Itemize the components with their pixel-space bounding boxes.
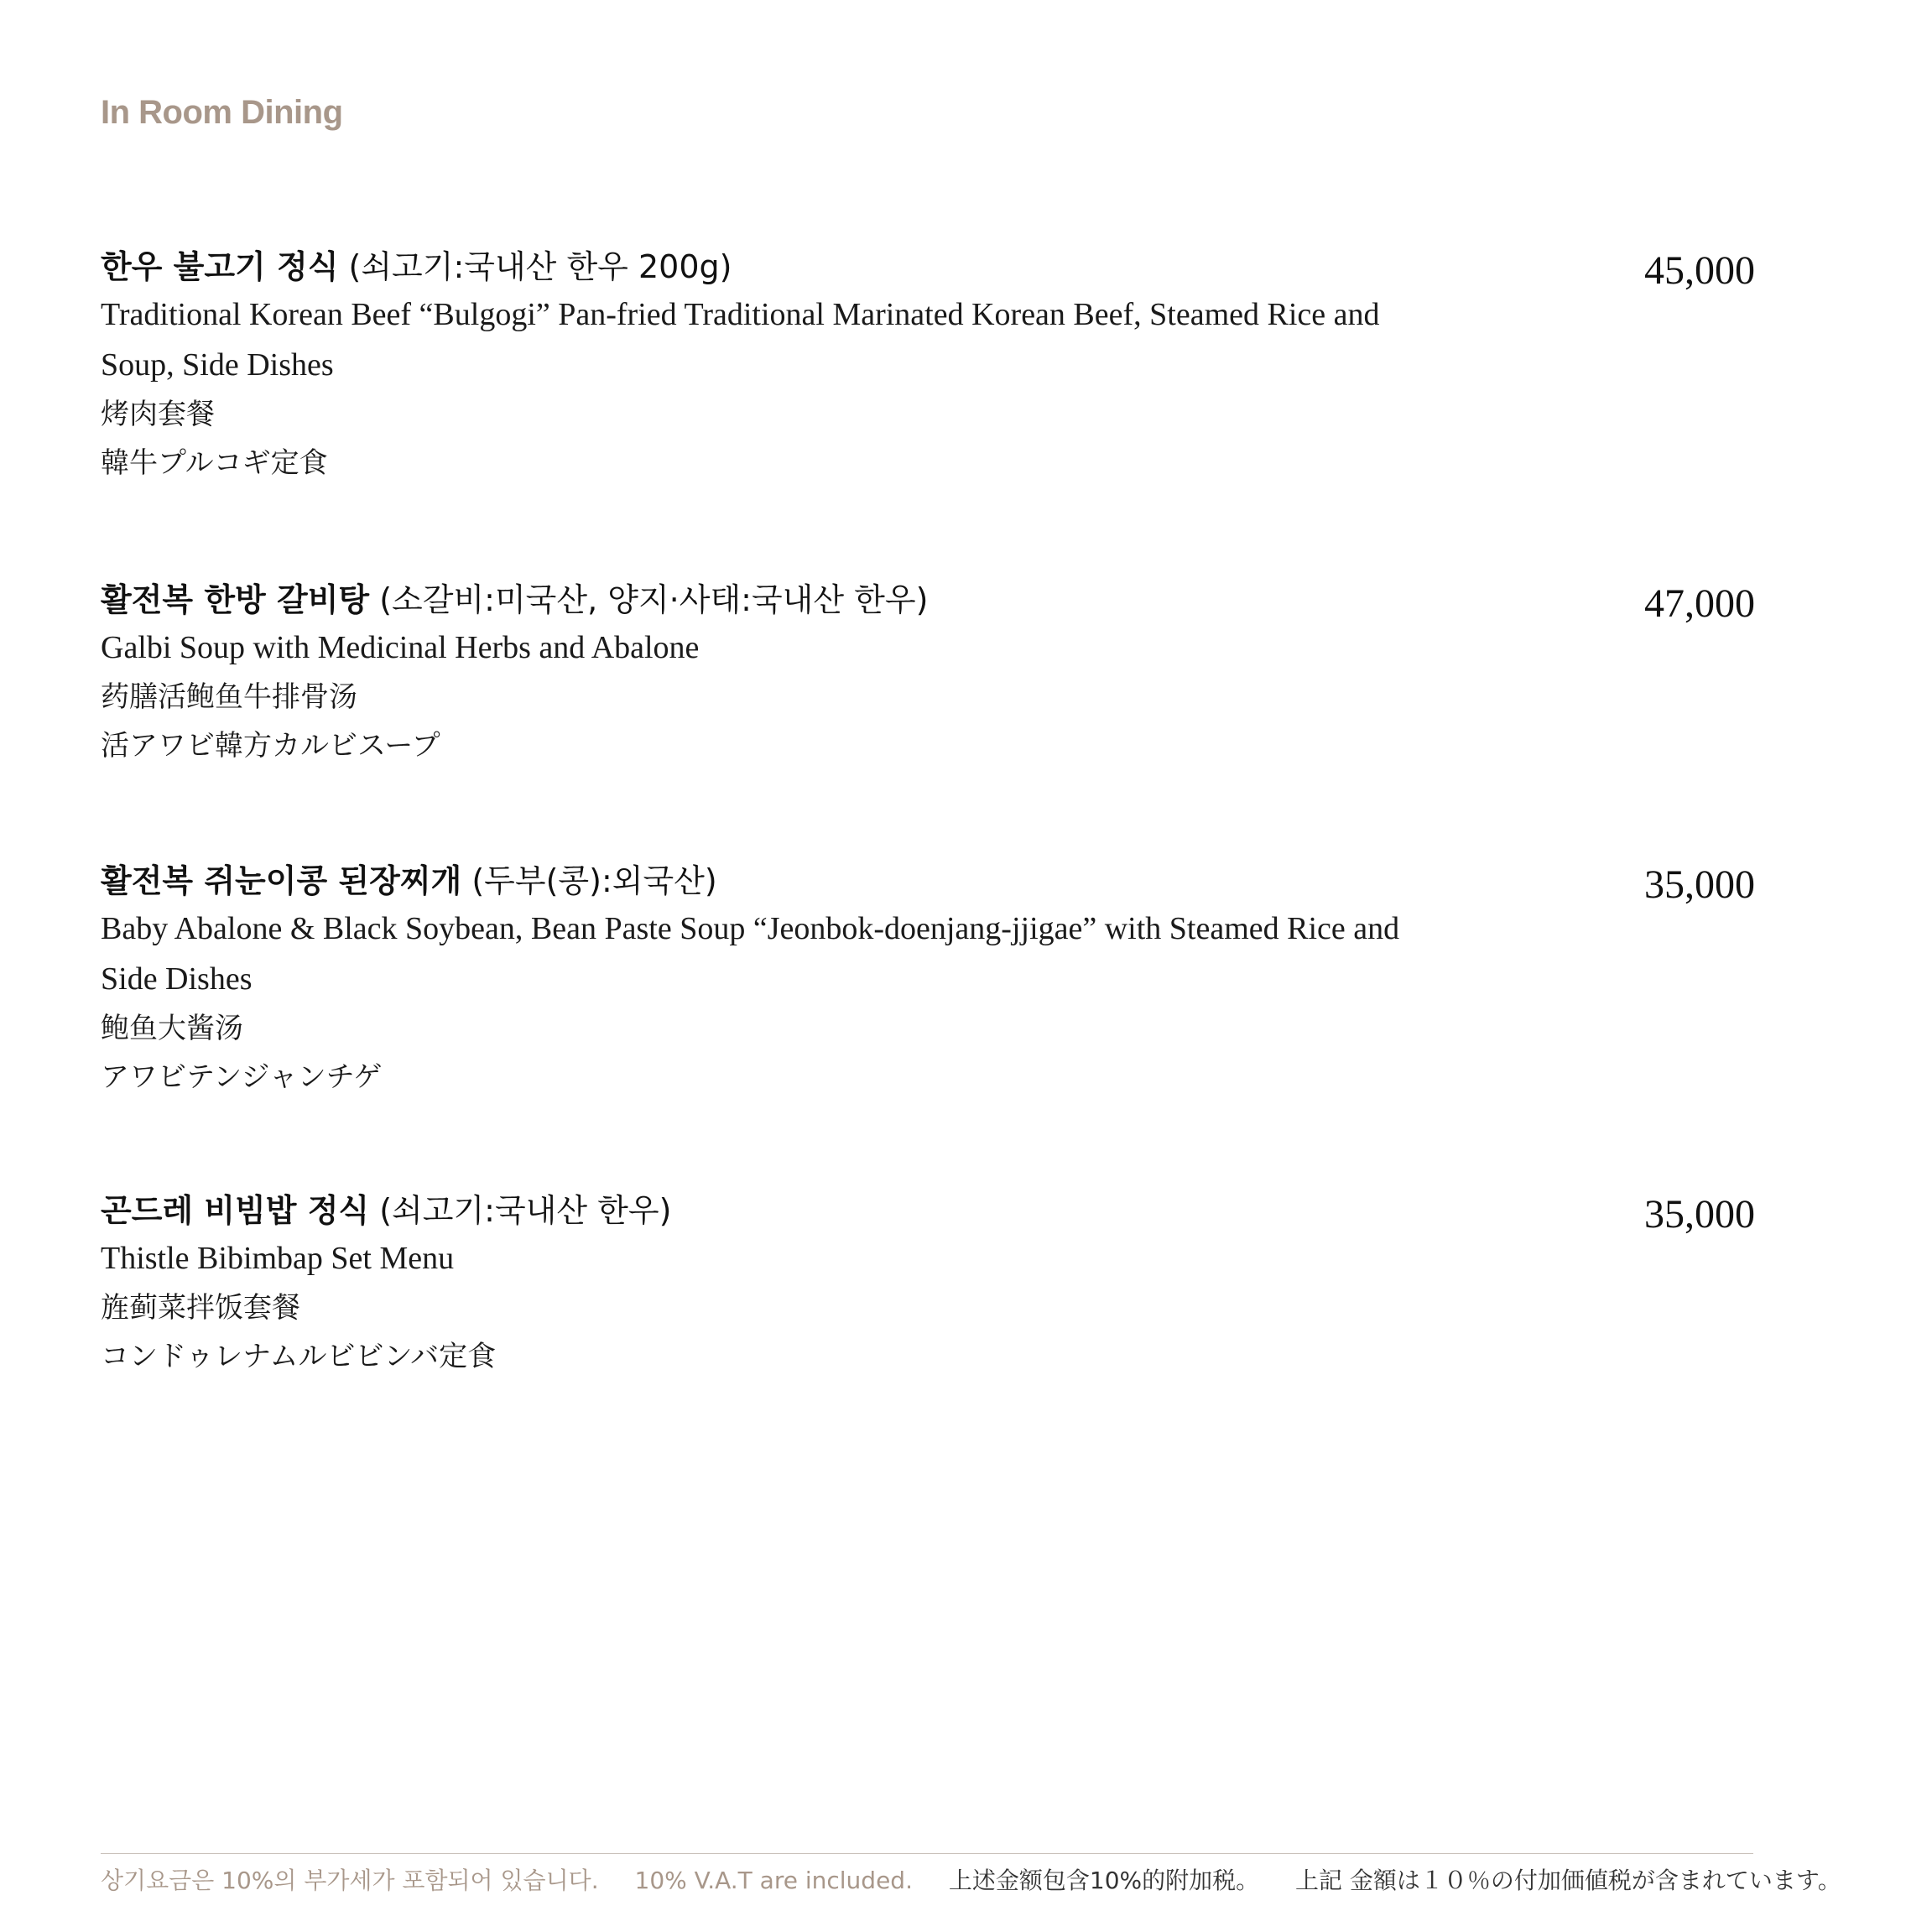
item-origin-korean: (두부(콩):외국산) (471, 862, 717, 899)
item-heading (101, 246, 1753, 288)
item-name-chinese: 鲍鱼大酱汤 (101, 1012, 243, 1045)
item-description-english: Thistle Bibimbap Set Menu (101, 1241, 455, 1276)
footer-divider (101, 1853, 1753, 1854)
item-price: 45,000 (1644, 248, 1755, 293)
tax-note-chinese: 上述金额包含10%的附加税。 (948, 1867, 1260, 1894)
item-description-english: Traditional Korean Beef “Bulgogi” Pan-fried Traditional Marinated Korean Beef, Steamed Rice and Soup, Side Dishes (101, 297, 1380, 383)
item-heading (101, 860, 1753, 902)
tax-note-japanese: 上記 金額は１０％の付加価値税が含まれています。 (1295, 1867, 1841, 1894)
item-name-chinese: 药膳活鲍鱼牛排骨汤 (101, 680, 357, 714)
item-name-japanese: 活アワビ韓方カルビスープ (101, 729, 440, 763)
item-name-japanese: アワビテンジャンチゲ (101, 1060, 383, 1094)
item-price: 47,000 (1644, 581, 1755, 626)
menu-item-bulgogi (101, 246, 1753, 487)
tax-note-korean: 상기요금은 10%의 부가세가 포함되어 있습니다. (101, 1867, 599, 1894)
item-name-japanese: 韓牛プルコギ定食 (101, 446, 328, 480)
item-name-chinese: 烤肉套餐 (101, 398, 215, 431)
item-description-english: Baby Abalone & Black Soybean, Bean Paste Soup “Jeonbok-doenjang-jjigae” with Steamed Rice and Side Dishes (101, 911, 1400, 997)
tax-note-english: 10% V.A.T are included. (634, 1867, 913, 1894)
item-name-korean: 활전복 쥐눈이콩 된장찌개 (101, 862, 462, 899)
item-origin-korean: (소갈비:미국산, 양지·사태:국내산 한우) (379, 581, 929, 618)
page-title: In Room Dining (101, 94, 343, 131)
item-name-japanese: コンドゥレナムルビビンバ定食 (101, 1340, 497, 1373)
item-price: 35,000 (1644, 1192, 1755, 1237)
footer-tax-note (101, 1864, 1841, 1898)
item-origin-korean: (쇠고기:국내산 한우) (379, 1192, 672, 1229)
item-description-english: Galbi Soup with Medicinal Herbs and Abalone (101, 630, 700, 665)
menu-item-galbi-soup (101, 579, 1753, 770)
menu-item-doenjang-jjigae (101, 860, 1753, 1101)
item-price: 35,000 (1644, 862, 1755, 907)
menu-item-bibimbap (101, 1190, 1753, 1381)
item-name-korean: 한우 불고기 정식 (101, 248, 339, 285)
item-origin-korean: (쇠고기:국내산 한우 200g) (348, 248, 732, 285)
item-heading (101, 579, 1753, 621)
item-heading (101, 1190, 1753, 1232)
item-name-korean: 곤드레 비빔밥 정식 (101, 1192, 370, 1229)
item-name-chinese: 旌蓟菜拌饭套餐 (101, 1291, 300, 1325)
item-name-korean: 활전복 한방 갈비탕 (101, 581, 370, 618)
